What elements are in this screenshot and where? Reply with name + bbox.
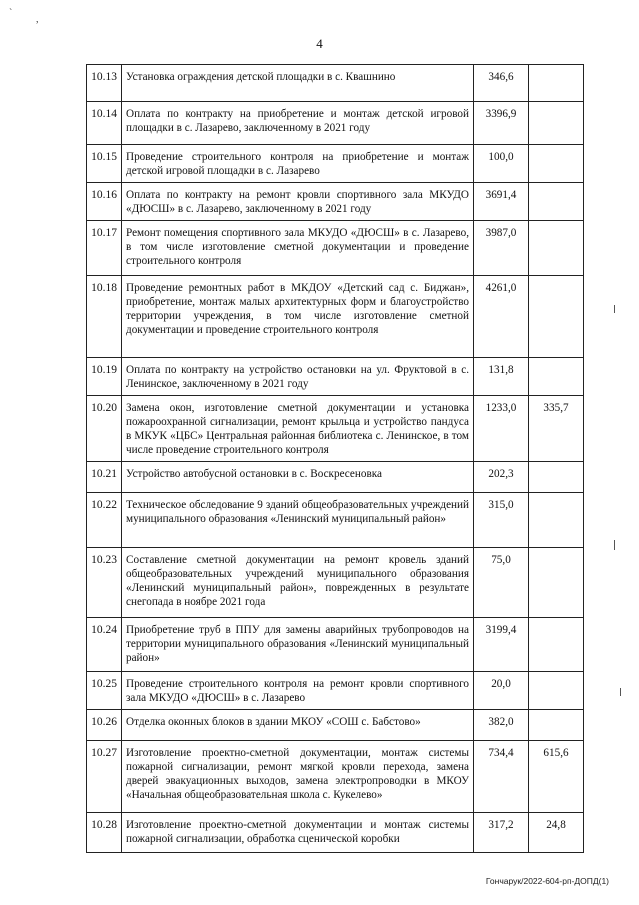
- table-row: [87, 618, 584, 672]
- page-number: 4: [316, 36, 323, 51]
- item-number: 10.27: [87, 741, 122, 813]
- item-value-1: 3199,4: [474, 618, 529, 672]
- item-number: 10.26: [87, 710, 122, 741]
- budget-items-table: [86, 64, 584, 853]
- item-value-1: 3396,9: [474, 102, 529, 145]
- item-description: Проведение ремонтных работ в МКДОУ «Детский сад с. Биджан», приобретение, монтаж малых архитектурных форм и благоустройство территории учреждения, в том числе изготовление сметной документации и проведение строительного контроля: [122, 276, 474, 358]
- item-description: Оплата по контракту на ремонт кровли спортивного зала МКУДО «ДЮСШ» в с. Лазарево, заключенному в 2021 году: [122, 183, 474, 221]
- table-row: [87, 493, 584, 548]
- item-number: 10.13: [87, 65, 122, 102]
- item-description: Изготовление проектно-сметной документации, монтаж системы пожарной сигнализации, ремонт мягкой кровли перехода, замена дверей эвакуационных выходов, замена электропроводки в МКОУ «Начальная общеобразовательная школа с. Кукелево»: [122, 741, 474, 813]
- item-number: 10.25: [87, 672, 122, 710]
- item-value-2: [529, 672, 584, 710]
- item-description: Оплата по контракту на устройство остановки на ул. Фруктовой в с. Ленинское, заключенному в 2021 году: [122, 358, 474, 396]
- scan-mark-corner: `: [9, 8, 13, 19]
- table-row: [87, 358, 584, 396]
- item-number: 10.23: [87, 548, 122, 618]
- item-description: Замена окон, изготовление сметной документации и установка пожароохранной сигнализации, ремонт крыльца и устройство пандуса в МКУК «ЦБС» Центральная районная библиотека с. Ленинское, в том числе проведение строительного контроля: [122, 396, 474, 462]
- item-description: Проведение строительного контроля на ремонт кровли спортивного зала МКУДО «ДЮСШ» в с. Лазарево: [122, 672, 474, 710]
- item-description: Проведение строительного контроля на приобретение и монтаж детской игровой площадки в с. Лазарево: [122, 145, 474, 183]
- item-value-1: 4261,0: [474, 276, 529, 358]
- table-row: [87, 145, 584, 183]
- table-row: [87, 102, 584, 145]
- item-description: Установка ограждения детской площадки в с. Квашнино: [122, 65, 474, 102]
- item-number: 10.24: [87, 618, 122, 672]
- item-value-1: 131,8: [474, 358, 529, 396]
- table-row: [87, 462, 584, 493]
- item-value-2: [529, 462, 584, 493]
- scan-margin-mark: [620, 688, 621, 696]
- item-number: 10.14: [87, 102, 122, 145]
- item-value-2: [529, 145, 584, 183]
- item-value-2: 24,8: [529, 813, 584, 853]
- item-value-1: 100,0: [474, 145, 529, 183]
- item-value-2: [529, 65, 584, 102]
- scan-margin-mark: [614, 540, 615, 550]
- item-value-1: 20,0: [474, 672, 529, 710]
- item-value-1: 346,6: [474, 65, 529, 102]
- item-value-1: 1233,0: [474, 396, 529, 462]
- item-value-1: 734,4: [474, 741, 529, 813]
- item-value-1: 3691,4: [474, 183, 529, 221]
- table-row: [87, 396, 584, 462]
- table-row: [87, 741, 584, 813]
- table-row: [87, 548, 584, 618]
- item-number: 10.19: [87, 358, 122, 396]
- item-number: 10.15: [87, 145, 122, 183]
- item-value-2: [529, 548, 584, 618]
- item-value-2: [529, 493, 584, 548]
- item-value-2: [529, 276, 584, 358]
- item-value-1: 317,2: [474, 813, 529, 853]
- item-value-1: 315,0: [474, 493, 529, 548]
- scan-margin-mark: [614, 305, 615, 313]
- table-row: [87, 813, 584, 853]
- item-description: Устройство автобусной остановки в с. Воскресеновка: [122, 462, 474, 493]
- item-description: Составление сметной документации на ремонт кровель зданий общеобразовательных учреждений муниципального образования «Ленинский муниципальный район», поврежденных в результате снегопада в ноябре 2021 года: [122, 548, 474, 618]
- item-description: Ремонт помещения спортивного зала МКУДО «ДЮСШ» в с. Лазарево, в том числе изготовление сметной документации и проведение строительного контроля: [122, 221, 474, 276]
- item-value-1: 382,0: [474, 710, 529, 741]
- item-value-1: 202,3: [474, 462, 529, 493]
- item-description: Оплата по контракту на приобретение и монтаж детской игровой площадки в с. Лазарево, заключенному в 2021 году: [122, 102, 474, 145]
- item-description: Отделка оконных блоков в здании МКОУ «СОШ с. Бабстово»: [122, 710, 474, 741]
- item-value-1: 3987,0: [474, 221, 529, 276]
- item-number: 10.18: [87, 276, 122, 358]
- item-value-2: 335,7: [529, 396, 584, 462]
- table-row: [87, 672, 584, 710]
- item-description: Приобретение труб в ППУ для замены аварийных трубопроводов на территории муниципального образования «Ленинский муниципальный район»: [122, 618, 474, 672]
- item-number: 10.22: [87, 493, 122, 548]
- item-number: 10.21: [87, 462, 122, 493]
- item-number: 10.16: [87, 183, 122, 221]
- table-row: [87, 65, 584, 102]
- item-value-2: [529, 358, 584, 396]
- document-reference-code: Гончарук/2022-604-рп-ДОПД(1): [485, 876, 609, 886]
- table-row: [87, 710, 584, 741]
- item-value-2: [529, 618, 584, 672]
- item-value-2: [529, 221, 584, 276]
- item-value-2: [529, 102, 584, 145]
- item-value-2: 615,6: [529, 741, 584, 813]
- item-number: 10.20: [87, 396, 122, 462]
- item-description: Изготовление проектно-сметной документации и монтаж системы пожарной сигнализации, обработка сценической коробки: [122, 813, 474, 853]
- item-description: Техническое обследование 9 зданий общеобразовательных учреждений муниципального образования «Ленинский муниципальный район»: [122, 493, 474, 548]
- item-value-2: [529, 710, 584, 741]
- item-number: 10.28: [87, 813, 122, 853]
- table-row: [87, 183, 584, 221]
- table-row: [87, 276, 584, 358]
- item-number: 10.17: [87, 221, 122, 276]
- scan-mark-corner: ,: [36, 14, 39, 25]
- item-value-1: 75,0: [474, 548, 529, 618]
- table-row: [87, 221, 584, 276]
- item-value-2: [529, 183, 584, 221]
